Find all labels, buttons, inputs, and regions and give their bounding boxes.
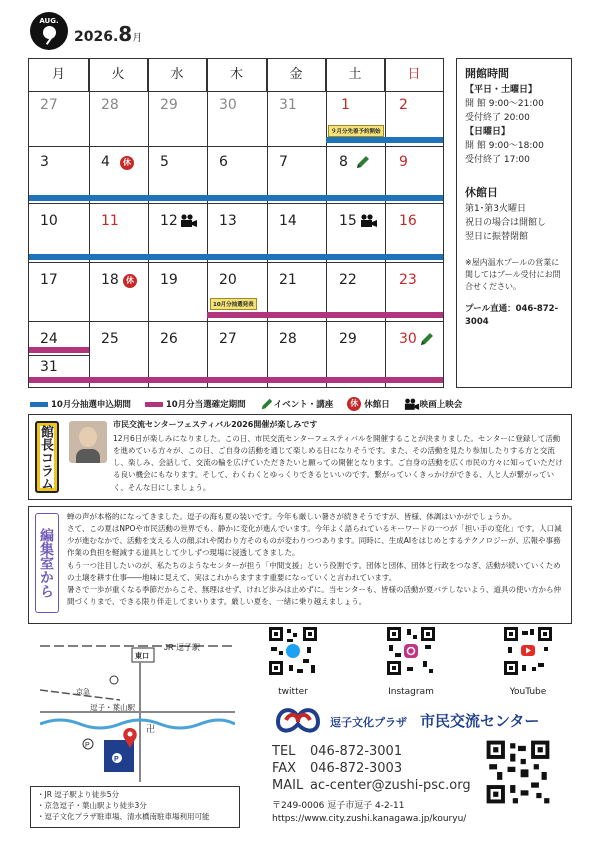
contact-block [272, 743, 471, 794]
weekday-mon: 月 [29, 59, 89, 91]
day-3: 3 [40, 154, 49, 170]
day-4: 4 [101, 154, 110, 170]
day-jul-30: 30 [219, 97, 237, 113]
day-18: 18 [101, 272, 119, 288]
movie-camera-icon [180, 214, 198, 228]
weekday-sun: 日 [407, 67, 421, 82]
website-qr[interactable] [484, 738, 552, 806]
day-24: 24 [40, 331, 58, 347]
map-keikyu-station: 逗子・葉山駅 [90, 703, 135, 712]
day-29: 29 [339, 331, 357, 347]
editor-p1: 蝉の声が本格的になってきました。逗子の海も夏の装いです。今年も厳しい暑さが続きそうですが、皆様、体調はいかがでしょうか。 [67, 512, 517, 521]
grid-line [326, 59, 327, 387]
legend-blue-label: 10月分抽選申込期間 [51, 400, 131, 410]
pool-note: ※屋内温水プールの営業に関してはプール受付にお問合せください。 [465, 257, 561, 291]
sunday-label: 【日曜日】 [465, 126, 511, 137]
day-16: 16 [399, 213, 417, 229]
grid-line [207, 59, 208, 387]
youtube-qr[interactable] [502, 625, 554, 677]
month-badge [30, 12, 68, 50]
note-sep-prebook: ９月分先着予約開始 [328, 125, 384, 137]
confirm-period-bar [207, 312, 443, 318]
grid-line [29, 146, 443, 147]
weekday-sat: 土 [326, 59, 385, 91]
grid-line [29, 321, 443, 322]
lottery-apply-bar [326, 137, 443, 143]
movie-camera-icon [360, 214, 378, 228]
day-5: 5 [160, 154, 169, 170]
day-9: 9 [399, 154, 408, 170]
legend [30, 396, 570, 412]
instagram-qr[interactable] [385, 625, 437, 677]
movie-camera-icon [404, 398, 420, 411]
legend-closed-label: 休館日 [364, 400, 390, 410]
legend-magenta-label: 10月分当選確定期間 [165, 400, 246, 410]
day-10: 10 [40, 213, 58, 229]
confirm-period-bar [29, 347, 89, 353]
day-jul-29: 29 [160, 97, 178, 113]
map-east-exit: 東口 [135, 653, 149, 660]
column-title: 市民交流センターフェスティバル2026開催が楽しみです [113, 420, 318, 429]
day-6: 6 [219, 154, 228, 170]
legend-blue [30, 398, 131, 410]
mail-value[interactable]: ac-center@zushi-psc.org [310, 778, 471, 793]
hours-panel [456, 58, 572, 388]
legend-movie-label: 映画上映会 [419, 400, 463, 410]
legend-event-label: イベント・講座 [273, 400, 334, 410]
badge-label: AUG. [39, 17, 59, 25]
title-month: 8 [118, 22, 133, 46]
day-23: 23 [399, 272, 417, 288]
grid-line [148, 59, 149, 387]
access-line-1: ・JR 逗子駅より徒歩5分 [37, 790, 120, 799]
editor-p4: 暑さで一歩が重くなる季節だからこそ、無理はせず、けれど歩みは止めずに。当センターも、皆様の活動が夏バテしないよう、道具の使い方から仲間づくりまで、できる限り伴走してまいります。厳しい夏を、一緒に乗り越えましょう。 [67, 584, 561, 606]
fax-label: FAX [272, 761, 297, 776]
closed-icon: 休 [123, 274, 137, 288]
day-20: 20 [219, 272, 237, 288]
weekday-open: 開 館 9:00～21:00 [465, 98, 544, 109]
day-27: 27 [219, 331, 237, 347]
map-temple: 卍 [146, 725, 156, 735]
hours-title: 開館時間 [465, 67, 509, 80]
legend-movie [404, 398, 463, 411]
pool-tel: プール直通：046-872-3004 [465, 303, 559, 327]
grid-line [29, 262, 443, 263]
day-12: 12 [160, 213, 178, 229]
day-8: 8 [339, 154, 348, 170]
address: 〒249-0006 逗子市逗子 4-2-11 [272, 801, 405, 811]
editor-note [28, 506, 572, 624]
day-26: 26 [160, 331, 178, 347]
map-keikyu: 京急 [76, 689, 90, 696]
twitter-label: twitter [278, 687, 308, 697]
grid-line [267, 59, 268, 387]
lottery-apply-bar [29, 254, 443, 260]
tel-value[interactable]: 046-872-3001 [310, 744, 403, 759]
editor-body [67, 511, 567, 608]
editor-tab: 編集室から [35, 513, 59, 613]
day-19: 19 [160, 272, 178, 288]
sunday-open: 開 館 9:00～18:00 [465, 140, 544, 151]
map-parking: P [114, 756, 119, 763]
closed-rule-3: 翌日に振替閉館 [465, 231, 529, 242]
website-link[interactable]: https://www.city.zushi.kanagawa.jp/kouryu/ [272, 814, 467, 824]
weekday-last: 受付終了 20:00 [465, 112, 530, 123]
sunday-last: 受付終了 17:00 [465, 154, 530, 165]
day-25: 25 [101, 331, 119, 347]
legend-event [260, 397, 334, 411]
grid-line [29, 91, 443, 92]
grid-line [29, 355, 89, 356]
weekday-wed: 水 [148, 59, 207, 91]
page-title [74, 22, 142, 46]
twitter-qr[interactable] [267, 625, 319, 677]
day-11: 11 [101, 213, 119, 229]
day-17: 17 [40, 272, 58, 288]
weekday-fri: 金 [267, 59, 326, 91]
day-21: 21 [279, 272, 297, 288]
map-jr-label: JR 逗子駅 [164, 643, 200, 652]
access-line-3: ・逗子文化プラザ駐車場、清水橋南駐車場利用可能 [37, 811, 210, 821]
day-jul-28: 28 [101, 97, 119, 113]
closed-icon: 休 [120, 156, 134, 170]
day-22: 22 [339, 272, 357, 288]
day-2: 2 [399, 97, 408, 113]
fax-value: 046-872-3003 [310, 761, 403, 776]
org-sub: 逗子文化プラザ [330, 716, 407, 729]
grid-line [385, 59, 386, 387]
column-tab: 館長コラム [35, 421, 59, 493]
day-15: 15 [339, 213, 357, 229]
day-1: 1 [341, 97, 350, 113]
confirm-period-bar [29, 377, 443, 383]
editor-p2: さて、この夏はNPOや市民活動の世界でも、静かに変化が進んでいます。今年よく語られているキーワードの一つが「担い手の変化」です。人口減少が進むなかで、活動を支える人の顔ぶれや関わり方そのものが変わりつつあります。同時に、生成AIをはじめとするテクノロジーが、広報や事務作業の負担を軽減する道具として少しずつ現場に浸透してきました。 [67, 524, 562, 558]
day-13: 13 [219, 213, 237, 229]
day-31: 31 [40, 359, 58, 375]
org-name: 市民交流センター [420, 712, 540, 730]
column-body: 12月6日が楽しみになりました。この日、市民交流センターフェスティバルを開催することが決まりました。センターに登録して活動を進めている方々が、この日、ご自身の活動を通じて楽しめる日になりそうです。また、その活動を見たり参加したりする方と交流し、楽しみ、会話して、交流の輪を広げていただきたいと願っての開催となります。ご自身の活動を広く市民の方々に知っていただける良い機会にもなります。そして、わくわくとゆっくりできるといいのです。繋がっていくきっかけができる、人と人が繋がっていく、そんな日にしましょう。 [113, 434, 563, 492]
day-jul-27: 27 [40, 97, 58, 113]
day-jul-31: 31 [279, 97, 297, 113]
legend-closed [347, 397, 390, 411]
calendar [28, 58, 444, 388]
address-block [272, 800, 466, 826]
mail-label: MAIL [272, 778, 304, 793]
knot-logo-icon [272, 702, 324, 736]
day-7: 7 [279, 154, 288, 170]
map-parking-small: P [85, 742, 90, 749]
access-info [30, 786, 240, 828]
closed-rule-2: 祝日の場合は開館し [465, 217, 547, 228]
director-column [28, 414, 572, 500]
day-28: 28 [279, 331, 297, 347]
weekday-label: 【平日・土曜日】 [465, 85, 538, 96]
note-oct-lottery-result: 10月分抽選発表 [210, 298, 257, 310]
pencil-icon [260, 397, 274, 411]
fan-icon [43, 26, 56, 39]
grid-line [29, 203, 443, 204]
day-14: 14 [279, 213, 297, 229]
legend-magenta [145, 398, 246, 410]
director-photo [69, 421, 107, 463]
tel-label: TEL [272, 744, 296, 759]
title-year: 2026. [74, 29, 119, 45]
lottery-apply-bar [29, 195, 443, 201]
closed-rule-1: 第1･第3火曜日 [465, 203, 526, 214]
grid-line [89, 59, 90, 387]
editor-p3: もう一つ注目したいのが、私たちのようなセンターが担う「中間支援」という役割です。団体と団体、団体と行政をつなぎ、活動が続いていくための土壌を耕す仕事――地味に見えて、実はこれからますます重要になっていくと言われています。 [67, 560, 561, 582]
pencil-icon [419, 331, 435, 347]
access-line-2: ・京急逗子・葉山駅より徒歩3分 [37, 800, 147, 810]
closed-title: 休館日 [465, 185, 498, 199]
youtube-label: YouTube [509, 687, 547, 697]
instagram-label: Instagram [388, 687, 434, 697]
org-logo [272, 702, 572, 738]
access-map [40, 632, 235, 782]
weekday-thu: 木 [207, 59, 267, 91]
closed-icon: 休 [347, 397, 361, 411]
title-month-unit: 月 [132, 33, 143, 44]
pencil-icon [355, 154, 371, 170]
weekday-tue: 火 [89, 59, 148, 91]
day-30: 30 [399, 331, 417, 347]
